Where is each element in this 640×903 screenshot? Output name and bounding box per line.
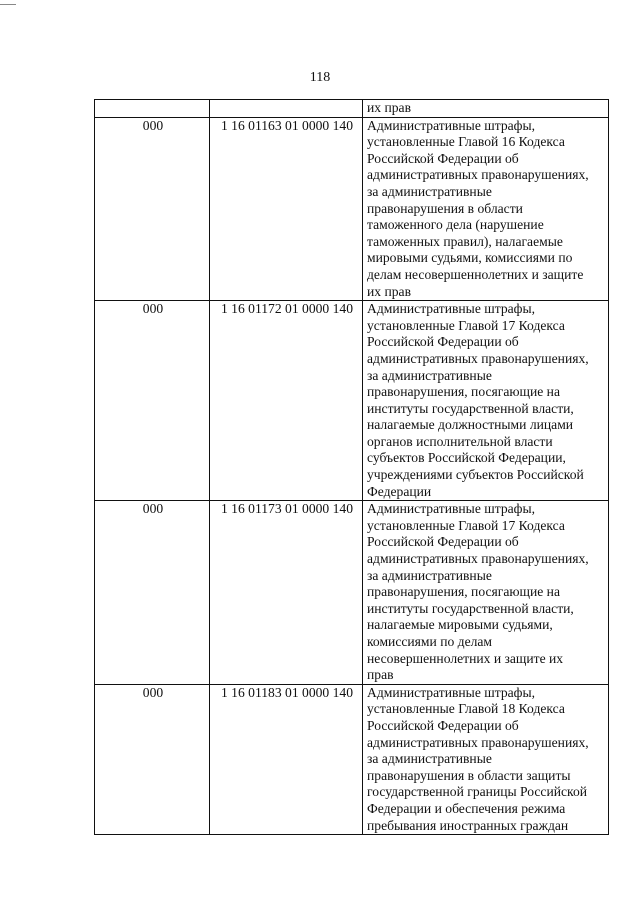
table-row-continuation bbox=[95, 100, 609, 118]
admin-code-cell: 000 bbox=[95, 117, 210, 301]
description-line: Российской Федерации об bbox=[367, 334, 519, 350]
table-body bbox=[95, 100, 609, 835]
description-line: учреждениями субъектов Российской bbox=[367, 467, 584, 483]
description-line: Административные штрафы, bbox=[367, 501, 535, 517]
description-line: их прав bbox=[367, 283, 411, 299]
description-line: установленные Главой 18 Кодекса bbox=[367, 701, 565, 717]
description-line: пребывания иностранных граждан bbox=[367, 817, 569, 833]
description-line: правонарушения в области bbox=[367, 200, 523, 216]
budget-code-cell: 1 16 01163 01 0000 140 bbox=[210, 117, 363, 301]
description-cell bbox=[363, 117, 609, 301]
description-line: государственной границы Российской bbox=[367, 784, 588, 800]
description-line: их прав bbox=[367, 100, 411, 115]
description-line: таможенных правил), налагаемые bbox=[367, 233, 563, 249]
description-line: комиссиями по делам bbox=[367, 634, 493, 649]
description-cell bbox=[363, 501, 609, 685]
table-row bbox=[95, 117, 609, 301]
description-line: институты государственной власти, bbox=[367, 400, 574, 416]
admin-code-cell: 000 bbox=[95, 301, 210, 501]
budget-code-cell: 1 16 01173 01 0000 140 bbox=[210, 501, 363, 685]
table-row bbox=[95, 684, 609, 834]
budget-code-cell: 1 16 01183 01 0000 140 bbox=[210, 684, 363, 834]
description-line: административных правонарушениях, bbox=[367, 551, 589, 567]
description-line: за административные bbox=[367, 367, 492, 383]
description-line: установленные Главой 16 Кодекса bbox=[367, 134, 565, 150]
description-line: административных правонарушениях, bbox=[367, 350, 589, 366]
description-line: Административные штрафы, bbox=[367, 117, 535, 133]
description-line: Федерации bbox=[367, 483, 432, 499]
description-line: мировыми судьями, комиссиями по bbox=[367, 250, 573, 266]
description-line: налагаемые должностными лицами bbox=[367, 417, 574, 433]
description-line: за административные bbox=[367, 751, 492, 767]
description-line: установленные Главой 17 Кодекса bbox=[367, 517, 565, 533]
description-line: Российской Федерации об bbox=[367, 534, 519, 550]
description-line: органов исполнительной власти bbox=[367, 433, 553, 449]
description-line: Российской Федерации об bbox=[367, 150, 519, 166]
admin-code-cell: 000 bbox=[95, 684, 210, 834]
description-line: налагаемые мировыми судьями, bbox=[367, 617, 553, 633]
description-line: Российской Федерации об bbox=[367, 717, 519, 733]
page-number: 118 bbox=[309, 70, 331, 85]
description-line: правонарушения, посягающие на bbox=[367, 384, 560, 400]
description-line: делам несовершеннолетних и защите bbox=[367, 266, 584, 282]
description-line: институты государственной власти, bbox=[367, 600, 574, 616]
description-line: Федерации и обеспечения режима bbox=[367, 800, 566, 816]
description-cell bbox=[363, 301, 609, 501]
scan-corner-mark bbox=[0, 4, 16, 5]
description-line: административных правонарушениях, bbox=[367, 167, 589, 183]
description-line: за административные bbox=[367, 183, 492, 199]
admin-code-cell bbox=[95, 100, 210, 118]
description-line: за административные bbox=[367, 567, 492, 583]
description-line: правонарушения в области защиты bbox=[367, 767, 571, 783]
budget-codes-table bbox=[94, 99, 609, 835]
table-row bbox=[95, 301, 609, 501]
description-line: несовершеннолетних и защите их bbox=[367, 650, 564, 666]
description-line: установленные Главой 17 Кодекса bbox=[367, 317, 565, 333]
description-line: правонарушения, посягающие на bbox=[367, 584, 560, 600]
description-line: таможенного дела (нарушение bbox=[367, 217, 544, 233]
table-row bbox=[95, 501, 609, 685]
budget-code-cell: 1 16 01172 01 0000 140 bbox=[210, 301, 363, 501]
description-line: Административные штрафы, bbox=[367, 684, 535, 700]
description-cell bbox=[363, 684, 609, 834]
description-line: субъектов Российской Федерации, bbox=[367, 450, 566, 466]
admin-code-cell: 000 bbox=[95, 501, 210, 685]
description-cell bbox=[363, 100, 609, 118]
description-line: прав bbox=[367, 667, 394, 683]
description-line: административных правонарушениях, bbox=[367, 734, 589, 750]
description-line: Административные штрафы, bbox=[367, 301, 535, 317]
budget-code-cell bbox=[210, 100, 363, 118]
